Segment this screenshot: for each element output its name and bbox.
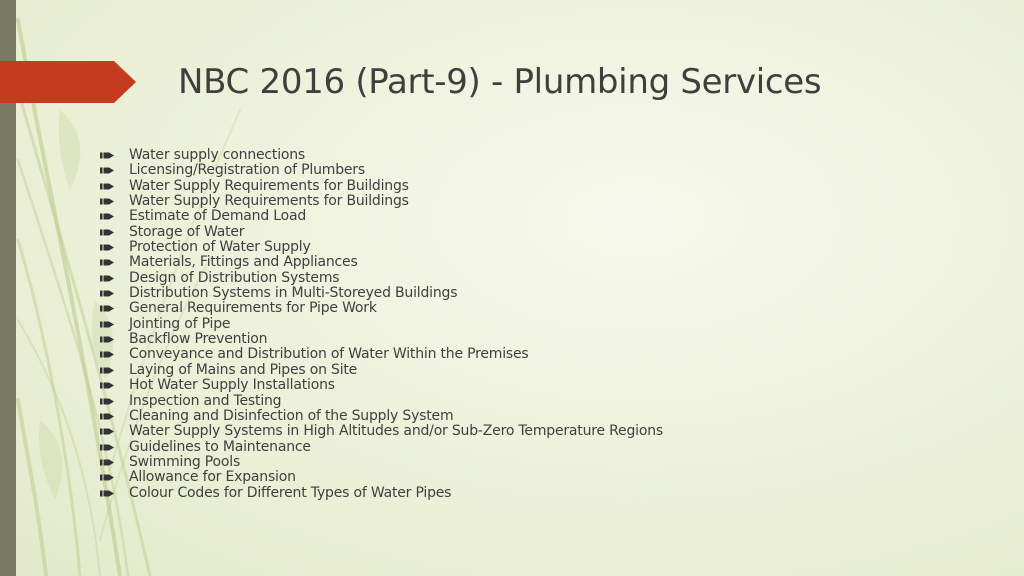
bullet-item [100, 286, 663, 301]
bullet-item [100, 240, 663, 255]
bullet-text: Storage of Water [129, 223, 245, 240]
pencil-bullet-icon [100, 350, 114, 359]
bullet-item [100, 470, 663, 485]
pencil-bullet-icon [100, 335, 114, 344]
bullet-text: Conveyance and Distribution of Water Within the Premises [129, 346, 529, 363]
pencil-bullet-icon [100, 197, 114, 206]
pencil-bullet-icon [100, 228, 114, 237]
bullet-item [100, 301, 663, 316]
bullet-item [100, 209, 663, 224]
bullet-text: Protection of Water Supply [129, 239, 311, 256]
bullet-text: Design of Distribution Systems [129, 269, 340, 286]
pencil-bullet-icon [100, 320, 114, 329]
bullet-text: Distribution Systems in Multi-Storeyed Buildings [129, 285, 458, 302]
pencil-bullet-icon [100, 151, 114, 160]
bullet-item [100, 148, 663, 163]
slide-title: NBC 2016 (Part-9) - Plumbing Services [178, 62, 822, 102]
bullet-item [100, 225, 663, 240]
bullet-text: Licensing/Registration of Plumbers [129, 162, 365, 179]
bullet-text: Colour Codes for Different Types of Water Pipes [129, 484, 452, 501]
bullet-item [100, 347, 663, 362]
bullet-item [100, 317, 663, 332]
bullet-text: Materials, Fittings and Appliances [129, 254, 358, 271]
pencil-bullet-icon [100, 366, 114, 375]
bullet-item [100, 394, 663, 409]
pencil-bullet-icon [100, 473, 114, 482]
bullet-text: Jointing of Pipe [129, 315, 231, 332]
bullet-item [100, 424, 663, 439]
bullet-text: Swimming Pools [129, 453, 241, 470]
bullet-text: Water Supply Requirements for Buildings [129, 193, 409, 210]
pencil-bullet-icon [100, 182, 114, 191]
bullet-text: Water Supply Requirements for Buildings [129, 177, 409, 194]
title-arrow-accent [0, 61, 136, 103]
bullet-list [100, 148, 663, 501]
bullet-text: Inspection and Testing [129, 392, 282, 409]
bullet-item [100, 179, 663, 194]
bullet-text: Backflow Prevention [129, 331, 268, 348]
bullet-text: Cleaning and Disinfection of the Supply System [129, 407, 454, 424]
pencil-bullet-icon [100, 289, 114, 298]
bullet-item [100, 455, 663, 470]
bullet-item [100, 163, 663, 178]
bullet-item [100, 409, 663, 424]
bullet-item [100, 271, 663, 286]
bullet-text: General Requirements for Pipe Work [129, 300, 377, 317]
bullet-item [100, 332, 663, 347]
bullet-text: Water Supply Systems in High Altitudes and/or Sub-Zero Temperature Regions [129, 423, 663, 440]
bullet-item [100, 194, 663, 209]
pencil-bullet-icon [100, 489, 114, 498]
pencil-bullet-icon [100, 458, 114, 467]
pencil-bullet-icon [100, 381, 114, 390]
pencil-bullet-icon [100, 212, 114, 221]
bullet-text: Water supply connections [129, 147, 306, 163]
pencil-bullet-icon [100, 397, 114, 406]
pencil-bullet-icon [100, 243, 114, 252]
bullet-text: Laying of Mains and Pipes on Site [129, 361, 358, 378]
bullet-item [100, 378, 663, 393]
pencil-bullet-icon [100, 258, 114, 267]
bullet-text: Estimate of Demand Load [129, 208, 307, 225]
bullet-item [100, 440, 663, 455]
bullet-item [100, 255, 663, 270]
bullet-item [100, 363, 663, 378]
bullet-item [100, 486, 663, 501]
bullet-text: Guidelines to Maintenance [129, 438, 311, 455]
bullet-text: Allowance for Expansion [129, 469, 296, 486]
pencil-bullet-icon [100, 274, 114, 283]
pencil-bullet-icon [100, 427, 114, 436]
pencil-bullet-icon [100, 412, 114, 421]
bullet-text: Hot Water Supply Installations [129, 377, 335, 394]
pencil-bullet-icon [100, 443, 114, 452]
pencil-bullet-icon [100, 166, 114, 175]
pencil-bullet-icon [100, 304, 114, 313]
